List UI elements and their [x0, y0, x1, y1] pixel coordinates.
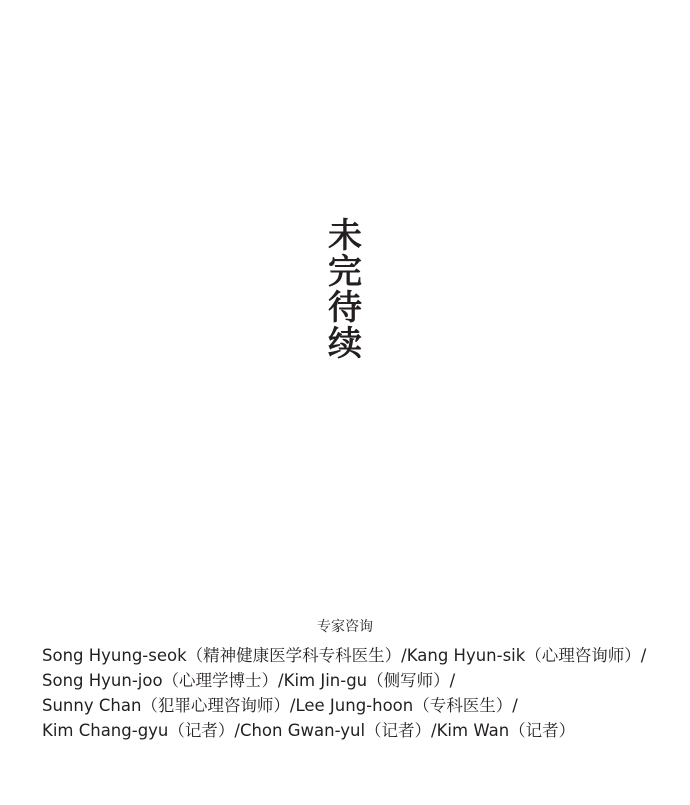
vertical-title-char-3: 待 — [328, 288, 362, 328]
vertical-title-char-1: 未 — [328, 216, 362, 256]
credits-line: Sunny Chan（犯罪心理咨询师）/Lee Jung-hoon（专科医生）/ — [42, 696, 518, 715]
credits-line: Kim Chang-gyu（记者）/Chon Gwan-yul（记者）/Kim Wan（记者） — [42, 721, 576, 740]
credits-line: Song Hyung-seok（精神健康医学科专科医生）/Kang Hyun-sik（心理咨询师）/ — [42, 646, 647, 665]
credits-block — [0, 617, 690, 743]
credits-lines — [0, 643, 690, 743]
credits-heading: 专家咨询 — [317, 619, 373, 635]
credits-line: Song Hyun-joo（心理学博士）/Kim Jin-gu（侧写师）/ — [42, 671, 456, 690]
to-be-continued-vertical-text — [0, 218, 690, 362]
vertical-title-char-2: 完 — [328, 252, 362, 292]
vertical-title-char-4: 续 — [328, 324, 362, 364]
